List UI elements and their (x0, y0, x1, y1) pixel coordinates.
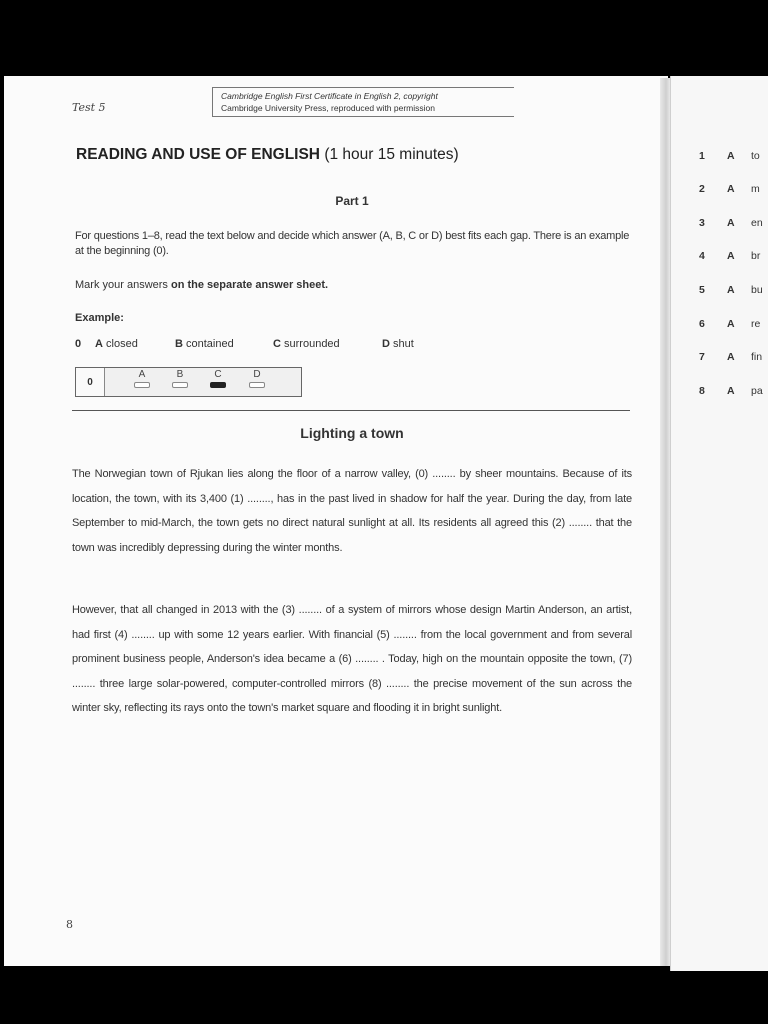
example-number: 0 (75, 338, 82, 350)
example-option-d: D shut (382, 338, 414, 350)
answer-lozenge-b (172, 382, 188, 388)
section-heading-bold: READING AND USE OF ENGLISH (76, 146, 320, 163)
section-heading (76, 146, 459, 164)
copyright-line-2: Cambridge University Press, reproduced with permission (221, 103, 435, 113)
page-number: 8 (66, 918, 73, 931)
divider (72, 410, 630, 411)
test-label: Test 5 (72, 101, 106, 114)
example-label: Example: (75, 312, 124, 324)
text-title: Lighting a town (300, 425, 404, 441)
part-title: Part 1 (335, 194, 369, 208)
example-box-option-d: D (247, 369, 267, 388)
paragraph-1: The Norwegian town of Rjukan lies along the floor of a narrow valley, (0) ........ by sheer mountains. Because of its location, the town, with its 3,400 (1) ........, has in the past lived in shadow for half the year. During the day, from late September to mid-March, the town gets no direct natural sunlight at all. Its residents all agreed this (2) ........ that the town was incredibly depressing during the winter months. (72, 468, 632, 554)
instructions: For questions 1–8, read the text below and decide which answer (A, B, C or D) best fits each gap. There is an example at the beginning (0). (75, 230, 630, 257)
example-answer-box (75, 367, 302, 397)
copyright-line-1: Cambridge English First Certificate in English 2, copyright (221, 91, 438, 101)
answer-lozenge-d (249, 382, 265, 388)
section-heading-duration: (1 hour 15 minutes) (324, 146, 459, 163)
right-page: 1 A to 2 A m 3 A en 4 A br 5 A bu 6 A re 7 A fin 8 A pa (670, 76, 768, 971)
mark-instruction (75, 279, 328, 291)
mark-instruction-bold: on the separate answer sheet. (170, 279, 329, 291)
answer-lozenge-a (134, 382, 150, 388)
example-box-option-c: C (208, 369, 228, 388)
example-box-option-a: A (132, 369, 152, 388)
example-option-a: A closed (95, 338, 138, 350)
answer-lozenge-c (210, 382, 226, 388)
example-box-number: 0 (76, 368, 105, 396)
example-box-option-b: B (170, 369, 190, 388)
paragraph-2: However, that all changed in 2013 with the (3) ........ of a system of mirrors whose design Martin Anderson, an artist, had first (4) ........ up with some 12 years earlier. With financial (5) ........ from the local government and from several prominent business people, Anderson's idea became a (6) ........ . Today, high on the mountain opposite the town, (7) ........ three large solar-powered, computer-controlled mirrors (8) ........ the precise movement of the sun across the winter sky, reflecting its rays onto the town's market square and flooding it in bright sunlight. (72, 604, 632, 714)
mark-instruction-prefix: Mark your answers (75, 279, 168, 291)
example-option-b: B contained (175, 338, 234, 350)
copyright-notice (212, 87, 514, 117)
example-option-c: C surrounded (273, 338, 340, 350)
